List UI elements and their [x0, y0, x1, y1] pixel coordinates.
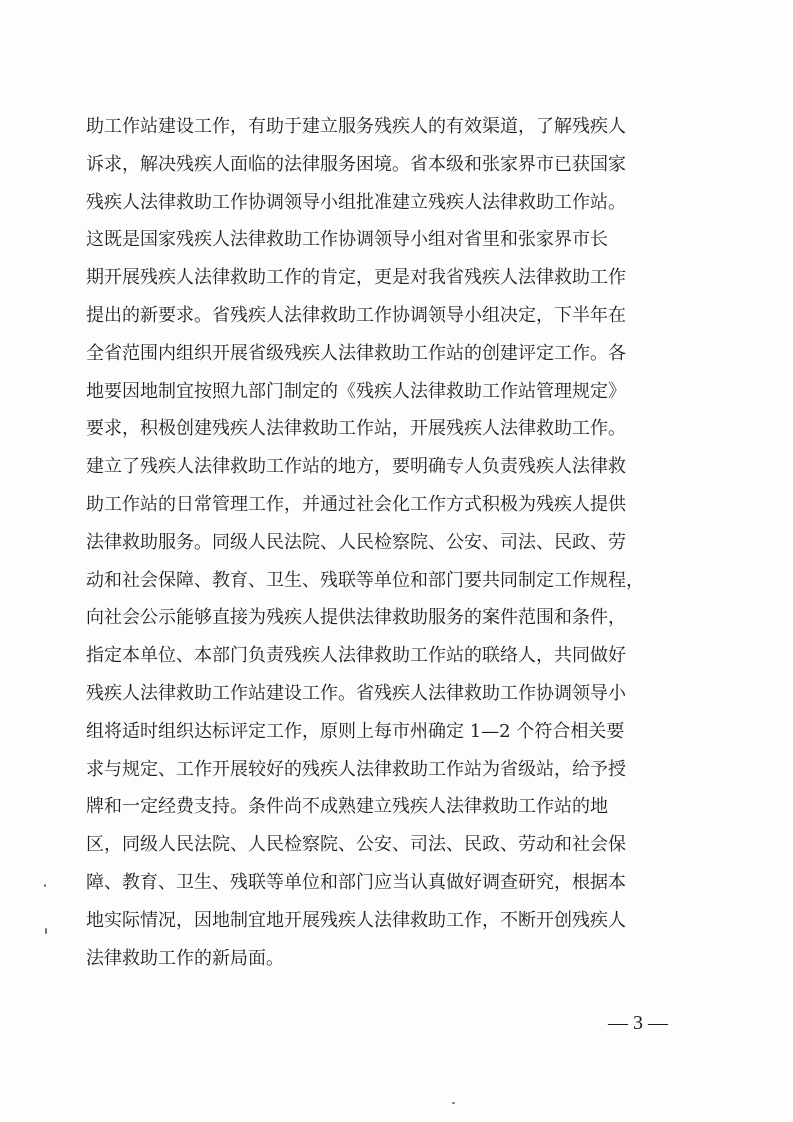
- scan-speck: [44, 884, 46, 887]
- text-line-9: 要求，积极创建残疾人法律救助工作站，开展残疾人法律救助工作。: [86, 418, 626, 440]
- text-line-8: 地要因地制宜按照九部门制定的《残疾人法律救助工作站管理规定》: [86, 380, 626, 402]
- text-line-12: 法律救助服务。同级人民法院、人民检察院、公安、司法、民政、劳: [86, 531, 626, 553]
- text-line-6: 提出的新要求。省残疾人法律救助工作协调领导小组决定，下半年在: [86, 304, 626, 326]
- text-line-10: 建立了残疾人法律救助工作站的地方，要明确专人负责残疾人法律救: [86, 456, 626, 478]
- text-line-7: 全省范围内组织开展省级残疾人法律救助工作站的创建评定工作。各: [86, 342, 626, 364]
- text-line-18: 求与规定、工作开展较好的残疾人法律救助工作站为省级站，给予授: [86, 758, 626, 780]
- text-line-5: 期开展残疾人法律救助工作的肯定，更是对我省残疾人法律救助工作: [86, 267, 626, 289]
- text-line-4: 这既是国家残疾人法律救助工作协调领导小组对省里和张家界市长: [86, 229, 608, 251]
- scan-speck: [452, 1102, 455, 1104]
- text-line-21: 障、教育、卫生、残联等单位和部门应当认真做好调查研究，根据本: [86, 871, 626, 893]
- scan-speck: [45, 928, 47, 934]
- text-line-15: 指定本单位、本部门负责残疾人法律救助工作站的联络人，共同做好: [86, 645, 626, 667]
- text-line-16: 残疾人法律救助工作站建设工作。省残疾人法律救助工作协调领导小: [86, 682, 626, 704]
- text-line-1: 助工作站建设工作，有助于建立服务残疾人的有效渠道，了解残疾人: [86, 116, 626, 137]
- text-line-11: 助工作站的日常管理工作，并通过社会化工作方式积极为残疾人提供: [86, 493, 626, 515]
- body-paragraph: [86, 108, 702, 977]
- text-line-2: 诉求，解决残疾人面临的法律服务困境。省本级和张家界市已获国家: [86, 153, 626, 175]
- text-line-14: 向社会公示能够直接为残疾人提供法律救助服务的案件范围和条件，: [86, 607, 626, 629]
- text-line-19: 牌和一定经费支持。条件尚不成熟建立残疾人法律救助工作站的地: [86, 796, 608, 818]
- text-line-3: 残疾人法律救助工作协调领导小组批准建立残疾人法律救助工作站。: [86, 191, 626, 213]
- text-line-20: 区，同级人民法院、人民检察院、公安、司法、民政、劳动和社会保: [86, 834, 626, 856]
- page-number: — 3 —: [608, 1012, 668, 1034]
- text-line-17: 组将适时组织达标评定工作，原则上每市州确定 1—2 个符合相关要: [86, 720, 625, 742]
- text-line-13: 动和社会保障、教育、卫生、残联等单位和部门要共同制定工作规程，: [86, 569, 644, 591]
- text-line-22: 地实际情况，因地制宜地开展残疾人法律救助工作，不断开创残疾人: [86, 909, 626, 931]
- text-line-23: 法律救助工作的新局面。: [86, 947, 284, 969]
